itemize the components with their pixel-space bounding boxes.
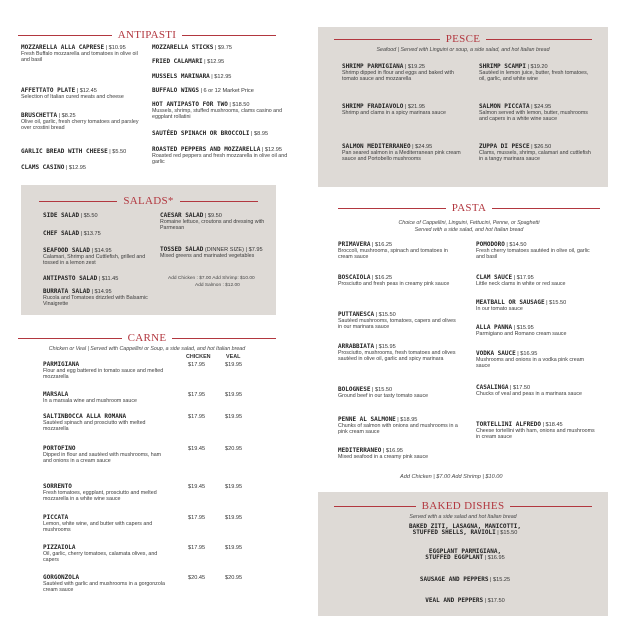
menu-item-name: ANTIPASTO SALAD — [43, 275, 98, 282]
menu-item — [152, 59, 292, 65]
menu-item-price: | $13.75 — [80, 231, 101, 237]
veal-price: $19.95 — [225, 545, 243, 551]
menu-item — [21, 113, 143, 131]
veal-column-header: VEAL — [226, 354, 241, 360]
menu-item-name: PICCATA — [43, 514, 69, 521]
menu-item-price: | $17.50 — [510, 385, 531, 391]
menu-item-price: | $18.45 — [542, 422, 563, 428]
chicken-column-header: CHICKEN — [186, 354, 211, 360]
menu-item-name: MOZZARELLA STICKS — [152, 44, 214, 51]
menu-item-name: PIZZAIOLA — [43, 544, 76, 551]
menu-item-name: SORRENTO — [43, 483, 72, 490]
baked-item-price: | $16.95 — [484, 555, 505, 562]
menu-item-price: | $5.50 — [109, 149, 127, 155]
menu-item — [338, 448, 460, 460]
menu-item-description: Roasted red peppers and fresh mozzarella in olive oil and garlic — [152, 153, 288, 166]
menu-item — [342, 144, 462, 162]
menu-item-description: Dipped in flour and sautéed with mushrooms, ham and onions in a cream sauce — [43, 452, 162, 465]
menu-item-description: Fresh Buffalo mozzarella and tomatoes in olive oil and basil — [21, 51, 138, 64]
menu-item-price: | $15.95 — [375, 344, 396, 350]
carne-header — [18, 331, 276, 345]
menu-item-name: BOLOGNESE — [338, 386, 371, 393]
menu-item-price: | $5.50 — [80, 213, 98, 219]
menu-item-price: | $12.95 — [211, 74, 232, 80]
menu-item-name: PRIMAVERA — [338, 241, 371, 248]
menu-item-price: | $19.25 — [404, 64, 426, 70]
menu-item-description: Fresh tomatoes, eggplant, prosciutto and melted mozzarella in a white wine sauce — [43, 490, 157, 503]
menu-item-description: Sautéed in lemon juice, butter, fresh tomatoes, oil, garlic, and white wine — [479, 70, 589, 83]
baked-item-name-2: STUFFED EGGPLANT — [425, 554, 484, 562]
menu-item-line — [43, 276, 151, 282]
menu-item-name: PORTOFINO — [43, 445, 76, 452]
menu-item — [476, 242, 596, 260]
menu-item-name: TORTELLINI ALFREDO — [476, 421, 542, 428]
baked-header — [318, 499, 608, 513]
veal-price: $19.95 — [225, 515, 243, 521]
menu-item-description: Mixed greens and marinated vegetables — [160, 253, 255, 260]
chicken-price: $17.95 — [188, 362, 206, 368]
menu-item-name: POMODORO — [476, 241, 505, 248]
menu-item — [476, 275, 596, 287]
menu-item — [43, 248, 151, 266]
menu-item-description: Broccoli, mushrooms, spinach and tomatoes in cream sauce — [338, 248, 448, 261]
section-title: BAKED DISHES — [421, 500, 505, 512]
veal-price: $20.95 — [225, 446, 243, 452]
menu-item-description: In our tomato sauce — [476, 306, 523, 313]
menu-item-price: | $16.95 — [382, 448, 403, 454]
menu-item — [476, 300, 596, 312]
antipasti-header — [18, 28, 276, 42]
menu-item-description: Mushrooms and onions in a vodka pink cream sauce — [476, 357, 585, 370]
baked-item-line-2 — [340, 530, 590, 536]
menu-item-line — [152, 131, 292, 137]
menu-item — [338, 242, 460, 260]
menu-item-name: BRUSCHETTA — [21, 112, 58, 119]
menu-item-name: SHRIMP FRADIAVOLO — [342, 103, 404, 110]
baked-item — [340, 549, 590, 561]
menu-item-description: Shrimp and clams in a spicy marinara sauce — [342, 110, 446, 117]
pesce-subtitle: Seafood | Served with Linguini or soup, a side salad, and hot Italian bread — [376, 47, 550, 53]
carne-subtitle: Chicken or Veal | Served with Cappellini or Soup, a side salad, and hot Italian bread — [48, 346, 246, 352]
menu-item-price: | $15.95 — [513, 325, 534, 331]
menu-item — [43, 231, 151, 237]
menu-item — [21, 88, 143, 100]
menu-item-description: Mussels, shrimp, stuffed mushrooms, clams casino and eggplant rollatini — [152, 108, 283, 121]
chicken-price: $19.45 — [188, 446, 206, 452]
veal-price: $19.95 — [225, 392, 243, 398]
menu-item-name: ALLA PANNA — [476, 324, 513, 331]
chicken-price: $17.95 — [188, 392, 206, 398]
section-title: SALADS* — [123, 195, 174, 207]
menu-item-name: FRIED CALAMARI — [152, 58, 203, 65]
menu-item-name: BOSCAIOLA — [338, 274, 371, 281]
menu-item-name: CASALINGA — [476, 384, 509, 391]
section-title: PASTA — [451, 202, 487, 214]
menu-item-name: MOZZARELLA ALLA CAPRESE — [21, 44, 105, 51]
menu-item-name: ROASTED PEPPERS AND MOZZARELLA — [152, 146, 261, 153]
chicken-price: $20.45 — [188, 575, 206, 581]
menu-item — [21, 45, 143, 63]
menu-item — [476, 325, 596, 337]
menu-item-price: | $11.45 — [98, 276, 119, 282]
menu-item-description: Cheese tortellini with ham, onions and mushrooms in cream sauce — [476, 428, 595, 441]
menu-item-description: Oil, garlic, cherry tomatoes, calamata olives, and capers — [43, 551, 158, 564]
salads-addon-note-2: Add Salmon : $12.00 — [195, 283, 240, 288]
baked-item-price: | $15.50 — [497, 530, 518, 537]
menu-item-name: GARLIC BREAD WITH CHEESE — [21, 148, 108, 155]
menu-item-name: ARRABBIATA — [338, 343, 375, 350]
menu-item-line — [21, 165, 143, 171]
menu-item — [338, 275, 460, 287]
menu-item — [21, 149, 143, 155]
menu-item-name: AFFETTATO PLATE — [21, 87, 76, 94]
carne-section — [18, 331, 276, 351]
menu-item — [342, 104, 462, 116]
pasta-header — [338, 201, 600, 215]
menu-item-price: | $12.95 — [65, 165, 86, 171]
menu-item-name: BURRATA SALAD — [43, 288, 90, 295]
menu-item-description: Romaine lettuce, croutons and dressing with Parmesan — [160, 219, 265, 232]
menu-item-name: SHRIMP SCAMPI — [479, 63, 526, 70]
salads-addon-note: Add Chicken : $7.00 Add Shrimp: $10.00 — [168, 276, 255, 281]
baked-item — [340, 598, 590, 604]
menu-item-description: Lemon, white wine, and butter with capers and mushrooms — [43, 521, 153, 534]
menu-item — [152, 131, 292, 137]
menu-item-price: | $15.50 — [546, 300, 567, 306]
menu-item-price: | $26.50 — [531, 144, 552, 150]
menu-item-description: Chunks of salmon with onions and mushrooms in a pink cream sauce — [338, 423, 458, 436]
menu-item-name: VODKA SAUCE — [476, 350, 516, 357]
menu-item-price: | $14.95 — [91, 289, 112, 295]
menu-item-name: SALTINBOCCA ALLA ROMANA — [43, 413, 127, 420]
menu-item — [43, 276, 151, 282]
menu-item — [43, 392, 171, 404]
menu-item — [152, 88, 292, 94]
veal-price: $19.95 — [225, 362, 243, 368]
pesce-header — [318, 32, 608, 46]
menu-item-name: PENNE AL SALMONE — [338, 416, 396, 423]
menu-item-price: | $8.25 — [58, 113, 76, 119]
menu-item-price: | $16.25 — [372, 275, 393, 281]
menu-item-description: Chucks of veal and peas in a marinara sauce — [476, 391, 582, 398]
veal-price: $20.95 — [225, 575, 243, 581]
menu-item-description: Sautéed spinach and prosciutto with melted mozzarella — [43, 420, 146, 433]
menu-item-name: CHEF SALAD — [43, 230, 80, 237]
menu-item — [152, 74, 292, 80]
baked-item-price: | $15.25 — [490, 577, 511, 583]
menu-item-price: | $24.95 — [412, 144, 433, 150]
baked-item-name: VEAL AND PEPPERS — [425, 597, 484, 604]
menu-item-description: Little neck clams in white or red sauce — [476, 281, 566, 288]
menu-item-description: Clams, mussels, shrimp, calamari and cuttlefish in a tangy marinara sauce — [479, 150, 591, 163]
pasta-subtitle-2: Served with a side salad, and hot Italian bread — [414, 227, 524, 233]
menu-item-price: | $14.50 — [506, 242, 527, 248]
menu-item-line — [43, 213, 151, 219]
menu-item-price: | $16.95 — [517, 351, 538, 357]
menu-item — [43, 213, 151, 219]
menu-item-price: | $12.45 — [76, 88, 97, 94]
menu-item-description: Parmigiano and Romano cream sauce — [476, 331, 567, 338]
menu-item-price: | $12.95 — [204, 59, 225, 65]
menu-item-name: SIDE SALAD — [43, 212, 80, 219]
veal-price: $19.95 — [225, 484, 243, 490]
baked-item-line-2 — [340, 555, 590, 561]
menu-item-description: Ground beef in our tasty tomato sauce — [338, 393, 429, 400]
menu-item-name: SEAFOOD SALAD — [43, 247, 90, 254]
baked-item-price: | $17.50 — [484, 598, 505, 604]
menu-item — [152, 147, 292, 165]
menu-item-name: SHRIMP PARMIGIANA — [342, 63, 404, 70]
menu-item — [43, 575, 171, 593]
menu-item-name: PUTTANESCA — [338, 311, 375, 318]
menu-item — [476, 385, 596, 397]
menu-item — [338, 417, 460, 435]
menu-item-name: CLAMS CASINO — [21, 164, 65, 171]
menu-item-line — [152, 45, 292, 51]
menu-item — [338, 387, 460, 399]
menu-item — [160, 247, 270, 259]
baked-item-line — [340, 577, 590, 583]
menu-item-description: Olive oil, garlic, fresh cherry tomatoes and parsley over crostini bread — [21, 119, 139, 132]
menu-item — [479, 144, 591, 162]
menu-item-name: MEATBALL OR SAUSAGE — [476, 299, 545, 306]
menu-item-price: | $19.20 — [527, 64, 548, 70]
menu-item — [152, 102, 292, 120]
menu-item-name: HOT ANTIPASTO FOR TWO — [152, 101, 228, 108]
menu-item-description: Mixed seafood in a creamy pink sauce — [338, 454, 429, 461]
menu-item-description: Prosciutto and fresh peas in creamy pink sauce — [338, 281, 450, 288]
menu-item-description: Salmon served with lemon, butter, mushrooms and capers in a white wine sauce — [479, 110, 588, 123]
menu-item-price: | $15.50 — [375, 312, 396, 318]
menu-item-name: SALMON PICCATA — [479, 103, 530, 110]
menu-item-price: | $16.25 — [372, 242, 393, 248]
menu-item-line — [152, 88, 292, 94]
menu-item-price: | $12.95 — [261, 147, 282, 153]
menu-item — [342, 64, 462, 82]
menu-item-price: | $9.50 — [204, 213, 222, 219]
menu-item-price: | $15.50 — [372, 387, 393, 393]
menu-item-price: | $18.50 — [229, 102, 250, 108]
menu-item — [338, 344, 460, 362]
menu-item — [43, 289, 151, 307]
menu-item-name: MUSSELS MARINARA — [152, 73, 210, 80]
menu-item-line — [152, 59, 292, 65]
chicken-price: $19.45 — [188, 484, 206, 490]
chicken-price: $17.95 — [188, 515, 206, 521]
menu-item-description: Fresh cherry tomatoes sautéed in olive oil, garlic and basil — [476, 248, 590, 261]
menu-item — [338, 312, 460, 330]
baked-item-name: SAUSAGE AND PEPPERS — [419, 576, 489, 583]
baked-item-name: BAKED ZITI, LASAGNA, MANICOTTI, — [409, 523, 521, 530]
menu-item-line — [21, 149, 143, 155]
menu-item-name: ZUPPA DI PESCE — [479, 143, 530, 150]
menu-item-price: | $9.75 — [214, 45, 232, 51]
menu-item-price: | $18.95 — [397, 417, 418, 423]
menu-item-name: SALMON MEDITERRANEO — [342, 143, 411, 150]
pasta-subtitle: Choice of Cappellini, Linguini, Fettucini, Penne, or Spaghetti — [398, 220, 540, 226]
menu-item-name: CAESAR SALAD — [160, 212, 204, 219]
pasta-section — [338, 201, 600, 233]
salads-header — [21, 194, 276, 208]
menu-item — [43, 484, 171, 502]
chicken-price: $17.95 — [188, 545, 206, 551]
section-title: CARNE — [127, 332, 167, 344]
menu-item-description: Rucola and Tomatoes drizzled with Balsamic Vinaigrette — [43, 295, 148, 308]
menu-item — [479, 104, 591, 122]
menu-item — [160, 213, 270, 231]
baked-item-name: EGGPLANT PARMIGIANA, — [428, 548, 502, 555]
menu-item-name: GORGONZOLA — [43, 574, 80, 581]
section-title: ANTIPASTI — [117, 29, 177, 41]
menu-item — [479, 64, 591, 82]
pasta-addons: Add Chicken | $7.00 Add Shrimp | $10.00 — [400, 474, 503, 480]
menu-item-price: | $17.95 — [513, 275, 534, 281]
baked-item — [340, 577, 590, 583]
menu-item-description: Selection of Italian cured meats and cheese — [21, 94, 124, 101]
menu-item-description: Calamari, Shrimp and Cuttlefish, grilled and tossed in a lemon zest — [43, 254, 146, 267]
menu-item-description: Flour and egg battered in tomato sauce and melted mozzarella — [43, 368, 164, 381]
menu-item-name: SAUTÉED SPINACH OR BROCCOLI — [152, 130, 250, 137]
menu-item-description: Shrimp dipped in flour and eggs and baked with tomato sauce and mozzarella — [342, 70, 454, 83]
menu-item-name: TOSSED SALAD — [160, 246, 204, 253]
menu-item-price: | $24.95 — [531, 104, 552, 110]
menu-item-line — [43, 231, 151, 237]
section-title: PESCE — [445, 33, 481, 45]
menu-item-name: CLAM SAUCE — [476, 274, 513, 281]
menu-item-price: | $10.95 — [105, 45, 126, 51]
baked-item-line — [340, 598, 590, 604]
menu-item — [43, 545, 171, 563]
menu-item-description: Prosciutto, mushrooms, fresh tomatoes and olives sautéed in olive oil, garlic and spicy marinara — [338, 350, 456, 363]
menu-item-price: | 6 or 12 Market Price — [200, 88, 254, 94]
baked-item — [340, 524, 590, 536]
menu-item-description: Sautéed with garlic and mushrooms in a gorgonzola cream sauce — [43, 581, 165, 594]
menu-item — [21, 165, 143, 171]
menu-item — [43, 414, 171, 432]
menu-item-price: | $14.95 — [91, 248, 112, 254]
menu-item-description: Pan seared salmon in a Mediterranean pink cream sauce and Portobello mushrooms — [342, 150, 461, 163]
menu-item-name: BUFFALO WINGS — [152, 87, 199, 94]
menu-item-line — [152, 74, 292, 80]
menu-item-price: (DINNER SIZE) | $7.95 — [204, 247, 263, 253]
menu-item-description: Sautéed mushrooms, tomatoes, capers and olives in our marinara sauce — [338, 318, 456, 331]
menu-item — [43, 362, 171, 380]
baked-item-name-2: STUFFED SHELLS, RAVIOLI — [412, 529, 496, 537]
menu-item — [43, 515, 171, 533]
veal-price: $19.95 — [225, 414, 243, 420]
menu-item-name: MARSALA — [43, 391, 69, 398]
chicken-price: $17.95 — [188, 414, 206, 420]
menu-item-name: PARMIGIANA — [43, 361, 80, 368]
menu-item-name: MEDITERRANEO — [338, 447, 382, 454]
baked-subtitle: Served with a side salad and hot Italian bread — [409, 514, 517, 520]
menu-item — [476, 422, 596, 440]
menu-item-price: | $21.95 — [404, 104, 426, 110]
menu-item — [152, 45, 292, 51]
menu-item — [43, 446, 171, 464]
menu-item-price: | $8.95 — [251, 131, 269, 137]
menu-item-description: In a marsala wine and mushroom sauce — [43, 398, 137, 405]
menu-item — [476, 351, 596, 369]
